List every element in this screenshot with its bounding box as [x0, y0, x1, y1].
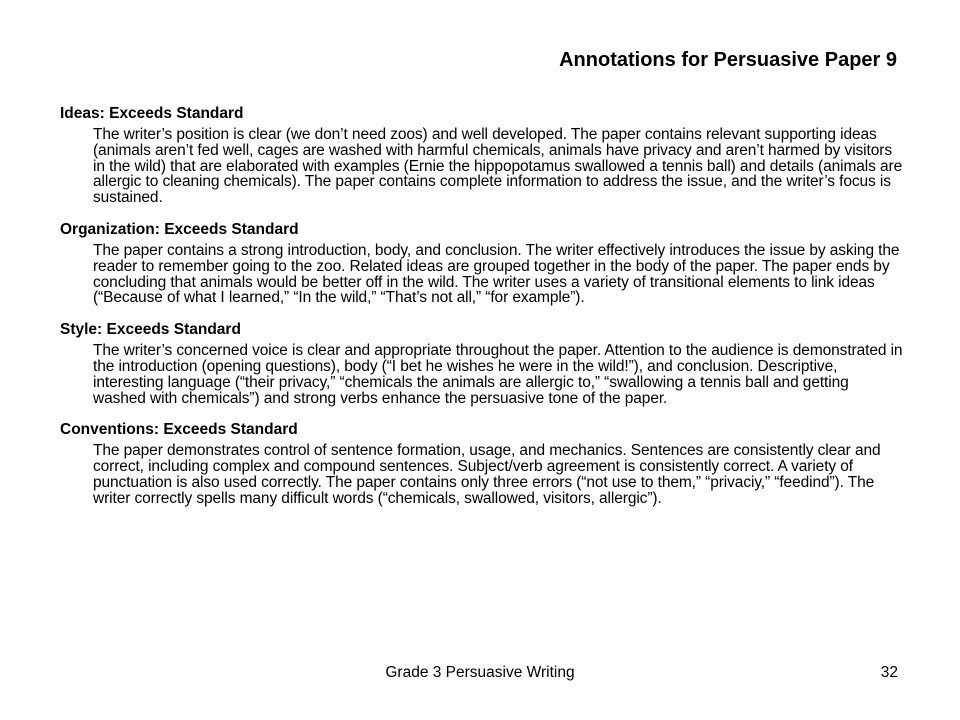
section-body: The writer’s position is clear (we don’t need zoos) and well developed. The paper contains relevant supporting ideas (animals aren’t fed well, cages are washed with harmful chemicals, animals have privacy and aren’t harmed by visitors in the wild) that are elaborated with examples (Ernie the hippopotamus swallowed a tennis ball) and details (animals are allergic to cleaning chemicals). The paper contains complete information to address the issue, and the writer’s focus is sustained.	[93, 126, 903, 207]
section-ideas	[60, 104, 905, 206]
section-body: The paper contains a strong introduction, body, and conclusion. The writer effectively introduces the issue by asking the reader to remember going to the zoo. Related ideas are grouped together in the body of the paper. The paper ends by concluding that animals would be better off in the wild. The writer uses a variety of transitional elements to link ideas (“Because of what I learned,” “In the wild,” “That’s not all,” “for example”).	[93, 241, 900, 307]
section-body: The paper demonstrates control of sentence formation, usage, and mechanics. Sentences are consistently clear and correct, including complex and compound sentences. Subject/verb agreement is consistently correct. A variety of punctuation is also used correctly. The paper contains only three errors (“not use to them,” “privaciy,” “feedind”). The writer correctly spells many difficult words (“chemicals, swallowed, visitors, allergic”).	[93, 442, 881, 507]
section-heading: Style: Exceeds Standard	[60, 321, 241, 339]
annotations-content	[60, 104, 905, 521]
page-title: Annotations for Persuasive Paper 9	[559, 49, 897, 71]
section-conventions	[60, 420, 905, 506]
section-heading: Conventions: Exceeds Standard	[60, 421, 298, 439]
section-heading: Ideas: Exceeds Standard	[60, 105, 244, 122]
section-body: The writer’s concerned voice is clear and appropriate throughout the paper. Attention to the audience is demonstrated in the introduction (opening questions), body (“I bet he wishes he were in the wild!”), and conclusion. Descriptive, interesting language (“their privacy,” “chemicals the animals are allergic to,” “swallowing a tennis ball and getting washed with chemicals”) and strong verbs enhance the persuasive tone of the paper.	[93, 342, 903, 407]
section-heading: Organization: Exceeds Standard	[60, 220, 299, 238]
section-style	[60, 320, 905, 406]
section-organization	[60, 220, 905, 306]
footer-label: Grade 3 Persuasive Writing	[385, 664, 575, 681]
page-number: 32	[880, 664, 898, 681]
